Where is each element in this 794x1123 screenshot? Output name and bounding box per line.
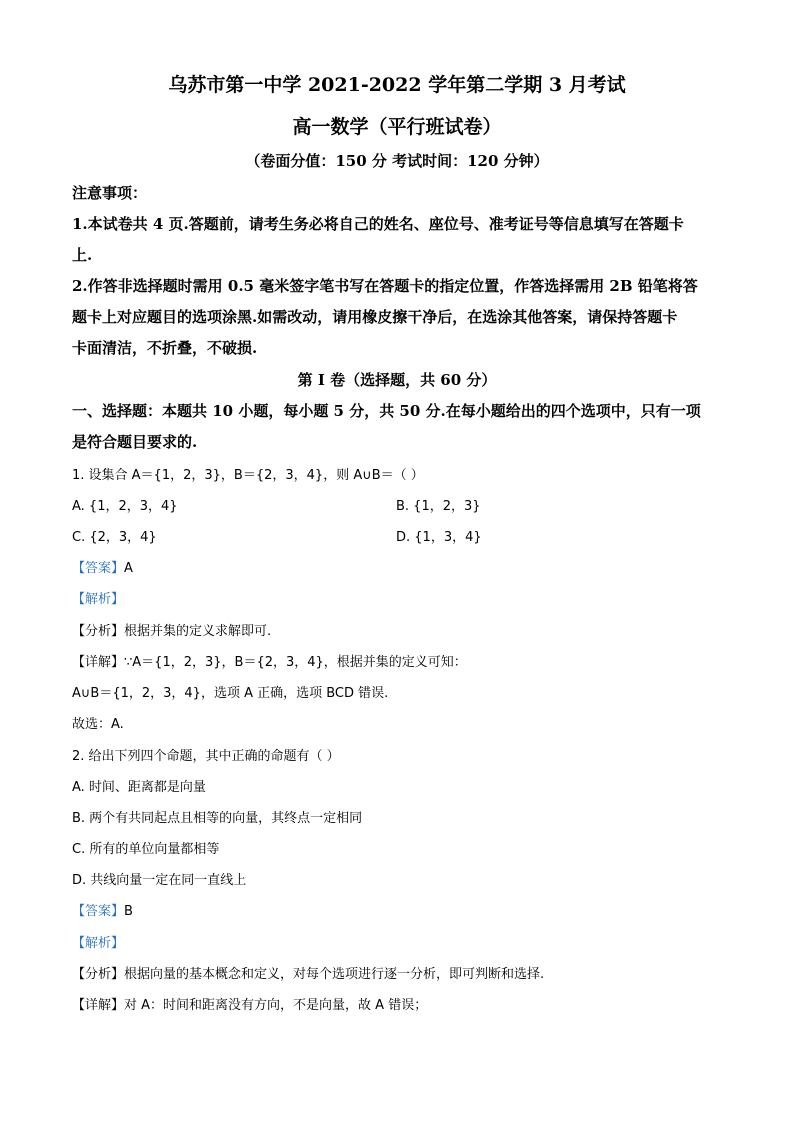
q1-answer-row bbox=[72, 557, 133, 576]
q2-option-d: D. 共线向量一定在同一直线上 bbox=[72, 873, 247, 888]
q2-answer-row bbox=[72, 900, 133, 919]
q2-fenxi: 根据向量的基本概念和定义，对每个选项进行逐一分析，即可判断和选择. bbox=[124, 967, 545, 982]
q2-stem: 2. 给出下列四个命题，其中正确的命题有（ ） bbox=[72, 749, 340, 764]
analysis-tag: 【解析】 bbox=[72, 592, 125, 607]
q2-option-c: C. 所有的单位向量都相等 bbox=[72, 842, 220, 857]
q2-option-b: B. 两个有共同起点且相等的向量，其终点一定相同 bbox=[72, 811, 363, 826]
q2-fenxi-row bbox=[72, 963, 544, 982]
notice-heading: 注意事项： bbox=[72, 184, 148, 202]
section-instruction-line-1: 一、选择题：本题共 10 小题，每小题 5 分，共 50 分.在每小题给出的四个选项中，只有一项 bbox=[72, 402, 701, 420]
part1-title: 第 I 卷（选择题，共 60 分） bbox=[297, 371, 497, 389]
q2-analysis-row bbox=[72, 932, 124, 951]
q2-answer: B bbox=[124, 904, 133, 919]
q2-detail: 对 A：时间和距离没有方向，不是向量，故 A 错误； bbox=[124, 998, 428, 1013]
detail-tag: 【详解】 bbox=[72, 998, 125, 1013]
q1-fenxi-row bbox=[72, 620, 271, 639]
notice-item-2-line-2: 题卡上对应题目的选项涂黑.如需改动，请用橡皮擦干净后，在选涂其他答案，请保持答题卡 bbox=[72, 308, 678, 326]
notice-item-1-line-1: 1.本试卷共 4 页.答题前，请考生务必将自己的姓名、座位号、准考证号等信息填写在答题卡 bbox=[72, 215, 684, 233]
q1-stem: 1. 设集合 A＝{1，2，3}，B＝{2，3，4}，则 A∪B＝（ ） bbox=[72, 468, 424, 483]
answer-tag: 【答案】 bbox=[72, 904, 125, 919]
q1-answer: A bbox=[124, 561, 133, 576]
q1-option-d: D. {1，3，4} bbox=[396, 530, 482, 545]
q1-option-a: A. {1，2，3，4} bbox=[72, 499, 178, 514]
q1-option-c: C. {2，3，4} bbox=[72, 530, 157, 545]
q1-conclusion: 故选：A. bbox=[72, 717, 124, 732]
q1-detail: ∵A＝{1，2，3}，B＝{2，3，4}，根据并集的定义可知： bbox=[124, 655, 467, 670]
fenxi-tag: 【分析】 bbox=[72, 967, 125, 982]
section-instruction-line-2: 是符合题目要求的. bbox=[72, 433, 198, 451]
exam-meta: （卷面分值：150 分 考试时间：120 分钟） bbox=[245, 152, 549, 170]
notice-item-2-line-1: 2.作答非选择题时需用 0.5 毫米签字笔书写在答题卡的指定位置，作答选择需用 2B 铅笔将答 bbox=[72, 277, 698, 295]
fenxi-tag: 【分析】 bbox=[72, 624, 125, 639]
q2-detail-row bbox=[72, 994, 427, 1013]
q2-option-a: A. 时间、距离都是向量 bbox=[72, 780, 206, 795]
exam-title: 乌苏市第一中学 2021-2022 学年第二学期 3 月考试 bbox=[168, 74, 626, 96]
q1-option-b: B. {1，2，3} bbox=[396, 499, 481, 514]
q1-fenxi: 根据并集的定义求解即可. bbox=[124, 624, 272, 639]
answer-tag: 【答案】 bbox=[72, 561, 125, 576]
notice-item-2-line-3: 卡面清洁，不折叠，不破损. bbox=[72, 339, 258, 357]
analysis-tag: 【解析】 bbox=[72, 936, 125, 951]
q1-analysis-row bbox=[72, 588, 124, 607]
notice-item-1-line-2: 上. bbox=[72, 246, 93, 264]
exam-subtitle: 高一数学（平行班试卷） bbox=[292, 116, 502, 138]
detail-tag: 【详解】 bbox=[72, 655, 125, 670]
q1-detail-line-2: A∪B＝{1，2，3，4}，选项 A 正确，选项 BCD 错误. bbox=[72, 686, 389, 701]
q1-detail-row bbox=[72, 651, 467, 670]
